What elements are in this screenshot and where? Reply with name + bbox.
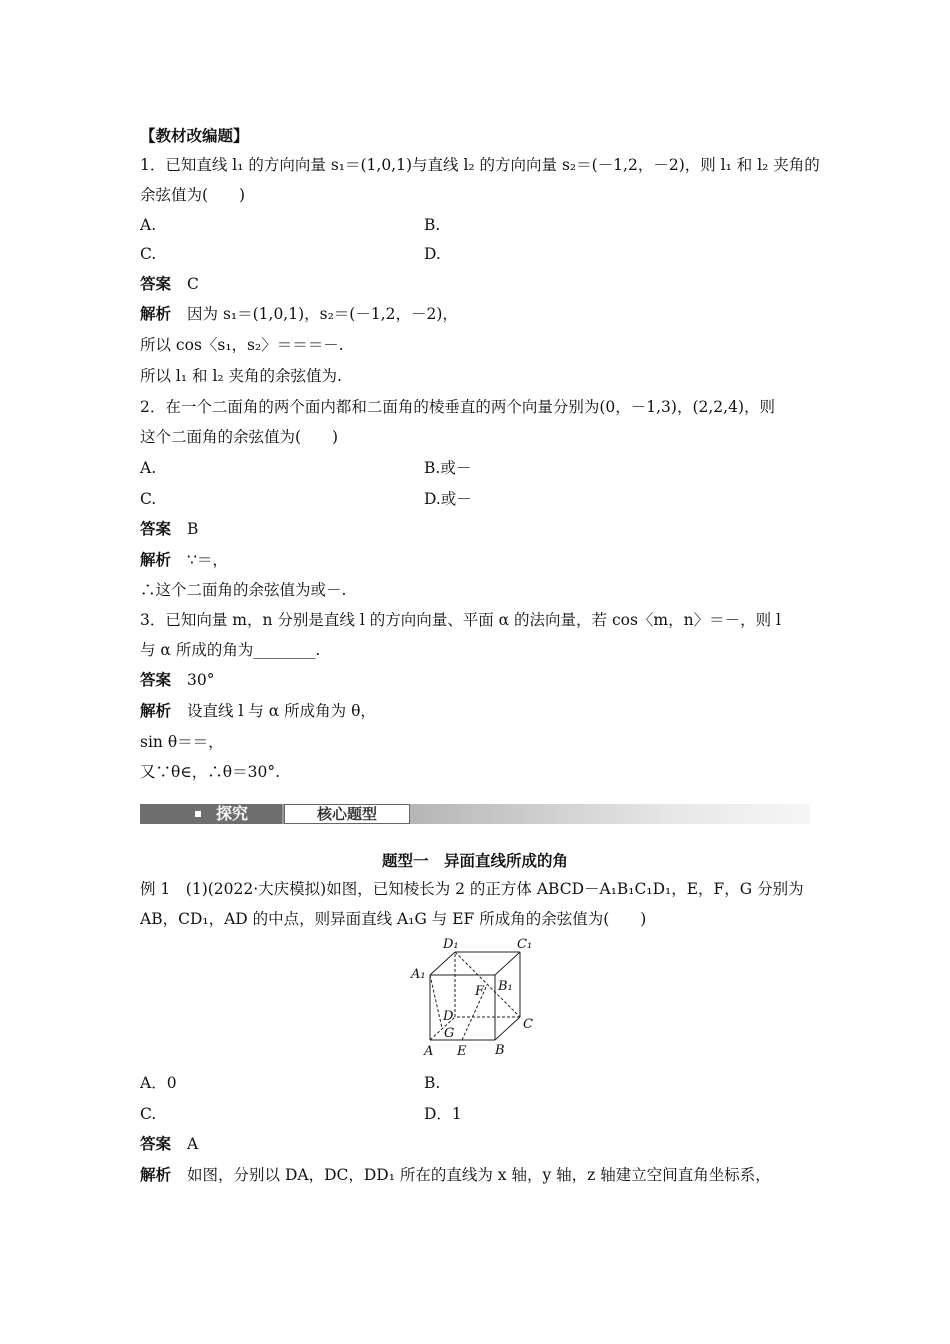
label-E: E bbox=[457, 1044, 467, 1059]
q2-analysis-line2: ∴这个二面角的余弦值为或－. bbox=[140, 581, 347, 599]
q2-answer bbox=[140, 519, 198, 539]
banner-square-icon bbox=[195, 811, 201, 817]
q2-option-b: B.或－ bbox=[424, 459, 472, 477]
q2-stem-line2: 这个二面角的余弦值为( ) bbox=[140, 428, 339, 446]
label-F: F bbox=[475, 984, 485, 999]
analysis-label: 解析 bbox=[140, 701, 172, 720]
q3-stem-line1: 3．已知向量 m，n 分别是直线 l 的方向向量、平面 α 的法向量，若 cos〈m，n〉＝－，则 l bbox=[140, 611, 781, 629]
q1-option-b: B. bbox=[424, 216, 441, 234]
banner-box bbox=[284, 804, 410, 824]
q1-analysis-line1 bbox=[140, 304, 458, 324]
label-D: D bbox=[443, 1009, 454, 1024]
segment-A1G bbox=[430, 975, 442, 1028]
ex1-option-c: C. bbox=[140, 1105, 157, 1123]
q1-analysis-line2: 所以 cos〈s₁，s₂〉＝＝＝－. bbox=[140, 336, 344, 354]
analysis-label: 解析 bbox=[140, 550, 172, 569]
answer-value: A bbox=[187, 1135, 199, 1153]
type-heading: 题型一 异面直线所成的角 bbox=[381, 851, 568, 870]
label-D1: D₁ bbox=[443, 937, 459, 952]
edge-BC bbox=[495, 1017, 520, 1040]
analysis-label: 解析 bbox=[140, 304, 172, 323]
q1-stem-line1: 1．已知直线 l₁ 的方向向量 s₁＝(1,0,1)与直线 l₂ 的方向向量 s₂＝(－1,2，－2)，则 l₁ 和 l₂ 夹角的 bbox=[140, 156, 820, 174]
edge-A1D1 bbox=[430, 952, 455, 975]
label-C: C bbox=[523, 1017, 533, 1032]
q2-stem-line1: 2．在一个二面角的两个面内都和二面角的棱垂直的两个向量分别为(0，－1,3)，(2,2,4)，则 bbox=[140, 398, 776, 416]
ex1-analysis-line1 bbox=[140, 1165, 771, 1185]
q1-option-a: A. bbox=[140, 216, 157, 234]
q3-stem-line2: 与 α 所成的角为________. bbox=[140, 641, 321, 659]
label-B1: B₁ bbox=[498, 979, 513, 994]
analysis-text: ∵＝， bbox=[187, 551, 228, 569]
answer-value: 30° bbox=[187, 671, 215, 689]
label-A: A bbox=[424, 1044, 434, 1059]
edge-B1C1 bbox=[495, 952, 520, 975]
label-G: G bbox=[444, 1026, 455, 1041]
q2-option-c: C. bbox=[140, 490, 157, 508]
q1-analysis-line3: 所以 l₁ 和 l₂ 夹角的余弦值为. bbox=[140, 367, 342, 385]
label-C1: C₁ bbox=[517, 937, 533, 952]
q1-stem-line2: 余弦值为( ) bbox=[140, 186, 246, 204]
answer-label: 答案 bbox=[140, 1134, 172, 1153]
q1-option-c: C. bbox=[140, 245, 157, 263]
ex1-answer bbox=[140, 1134, 198, 1154]
section-banner bbox=[140, 801, 810, 827]
q3-analysis-line3: 又∵θ∈，∴θ＝30°. bbox=[140, 763, 281, 781]
banner-box-label: 核心题型 bbox=[316, 805, 377, 823]
q3-analysis-line1 bbox=[140, 701, 376, 721]
analysis-text: 因为 s₁＝(1,0,1)，s₂＝(－1,2，－2)， bbox=[187, 305, 458, 323]
q2-option-a: A. bbox=[140, 459, 157, 477]
answer-label: 答案 bbox=[140, 274, 172, 293]
banner-dark-block bbox=[140, 804, 282, 824]
analysis-text: 设直线 l 与 α 所成角为 θ， bbox=[187, 702, 376, 720]
ex1-option-d: D．1 bbox=[424, 1105, 462, 1123]
answer-label: 答案 bbox=[140, 670, 172, 689]
banner-tag: 探究 bbox=[216, 804, 249, 823]
analysis-text: 如图，分别以 DA，DC，DD₁ 所在的直线为 x 轴，y 轴，z 轴建立空间直角坐标系， bbox=[187, 1166, 771, 1184]
q2-analysis-line1 bbox=[140, 550, 228, 570]
q1-answer bbox=[140, 274, 199, 294]
cube-figure bbox=[405, 935, 550, 1060]
q1-option-d: D. bbox=[424, 245, 441, 263]
q2-option-d: D.或－ bbox=[424, 490, 472, 508]
answer-label: 答案 bbox=[140, 519, 172, 538]
ex1-stem-line1: 例 1 (1)(2022·大庆模拟)如图，已知棱长为 2 的正方体 ABCD－A₁B₁C₁D₁，E，F，G 分别为 bbox=[140, 880, 804, 898]
ex1-option-a: A．0 bbox=[140, 1074, 177, 1092]
q3-answer bbox=[140, 670, 215, 690]
ex1-stem-line2: AB，CD₁，AD 的中点，则异面直线 A₁G 与 EF 所成角的余弦值为( ) bbox=[140, 910, 647, 928]
label-B: B bbox=[495, 1043, 505, 1058]
ex1-option-b: B. bbox=[424, 1074, 441, 1092]
section-title: 【教材改编题】 bbox=[140, 126, 249, 145]
answer-value: B bbox=[187, 520, 199, 538]
analysis-label: 解析 bbox=[140, 1165, 172, 1184]
q3-analysis-line2: sin θ＝＝， bbox=[140, 733, 224, 751]
answer-value: C bbox=[187, 275, 199, 293]
label-A1: A₁ bbox=[411, 967, 426, 982]
